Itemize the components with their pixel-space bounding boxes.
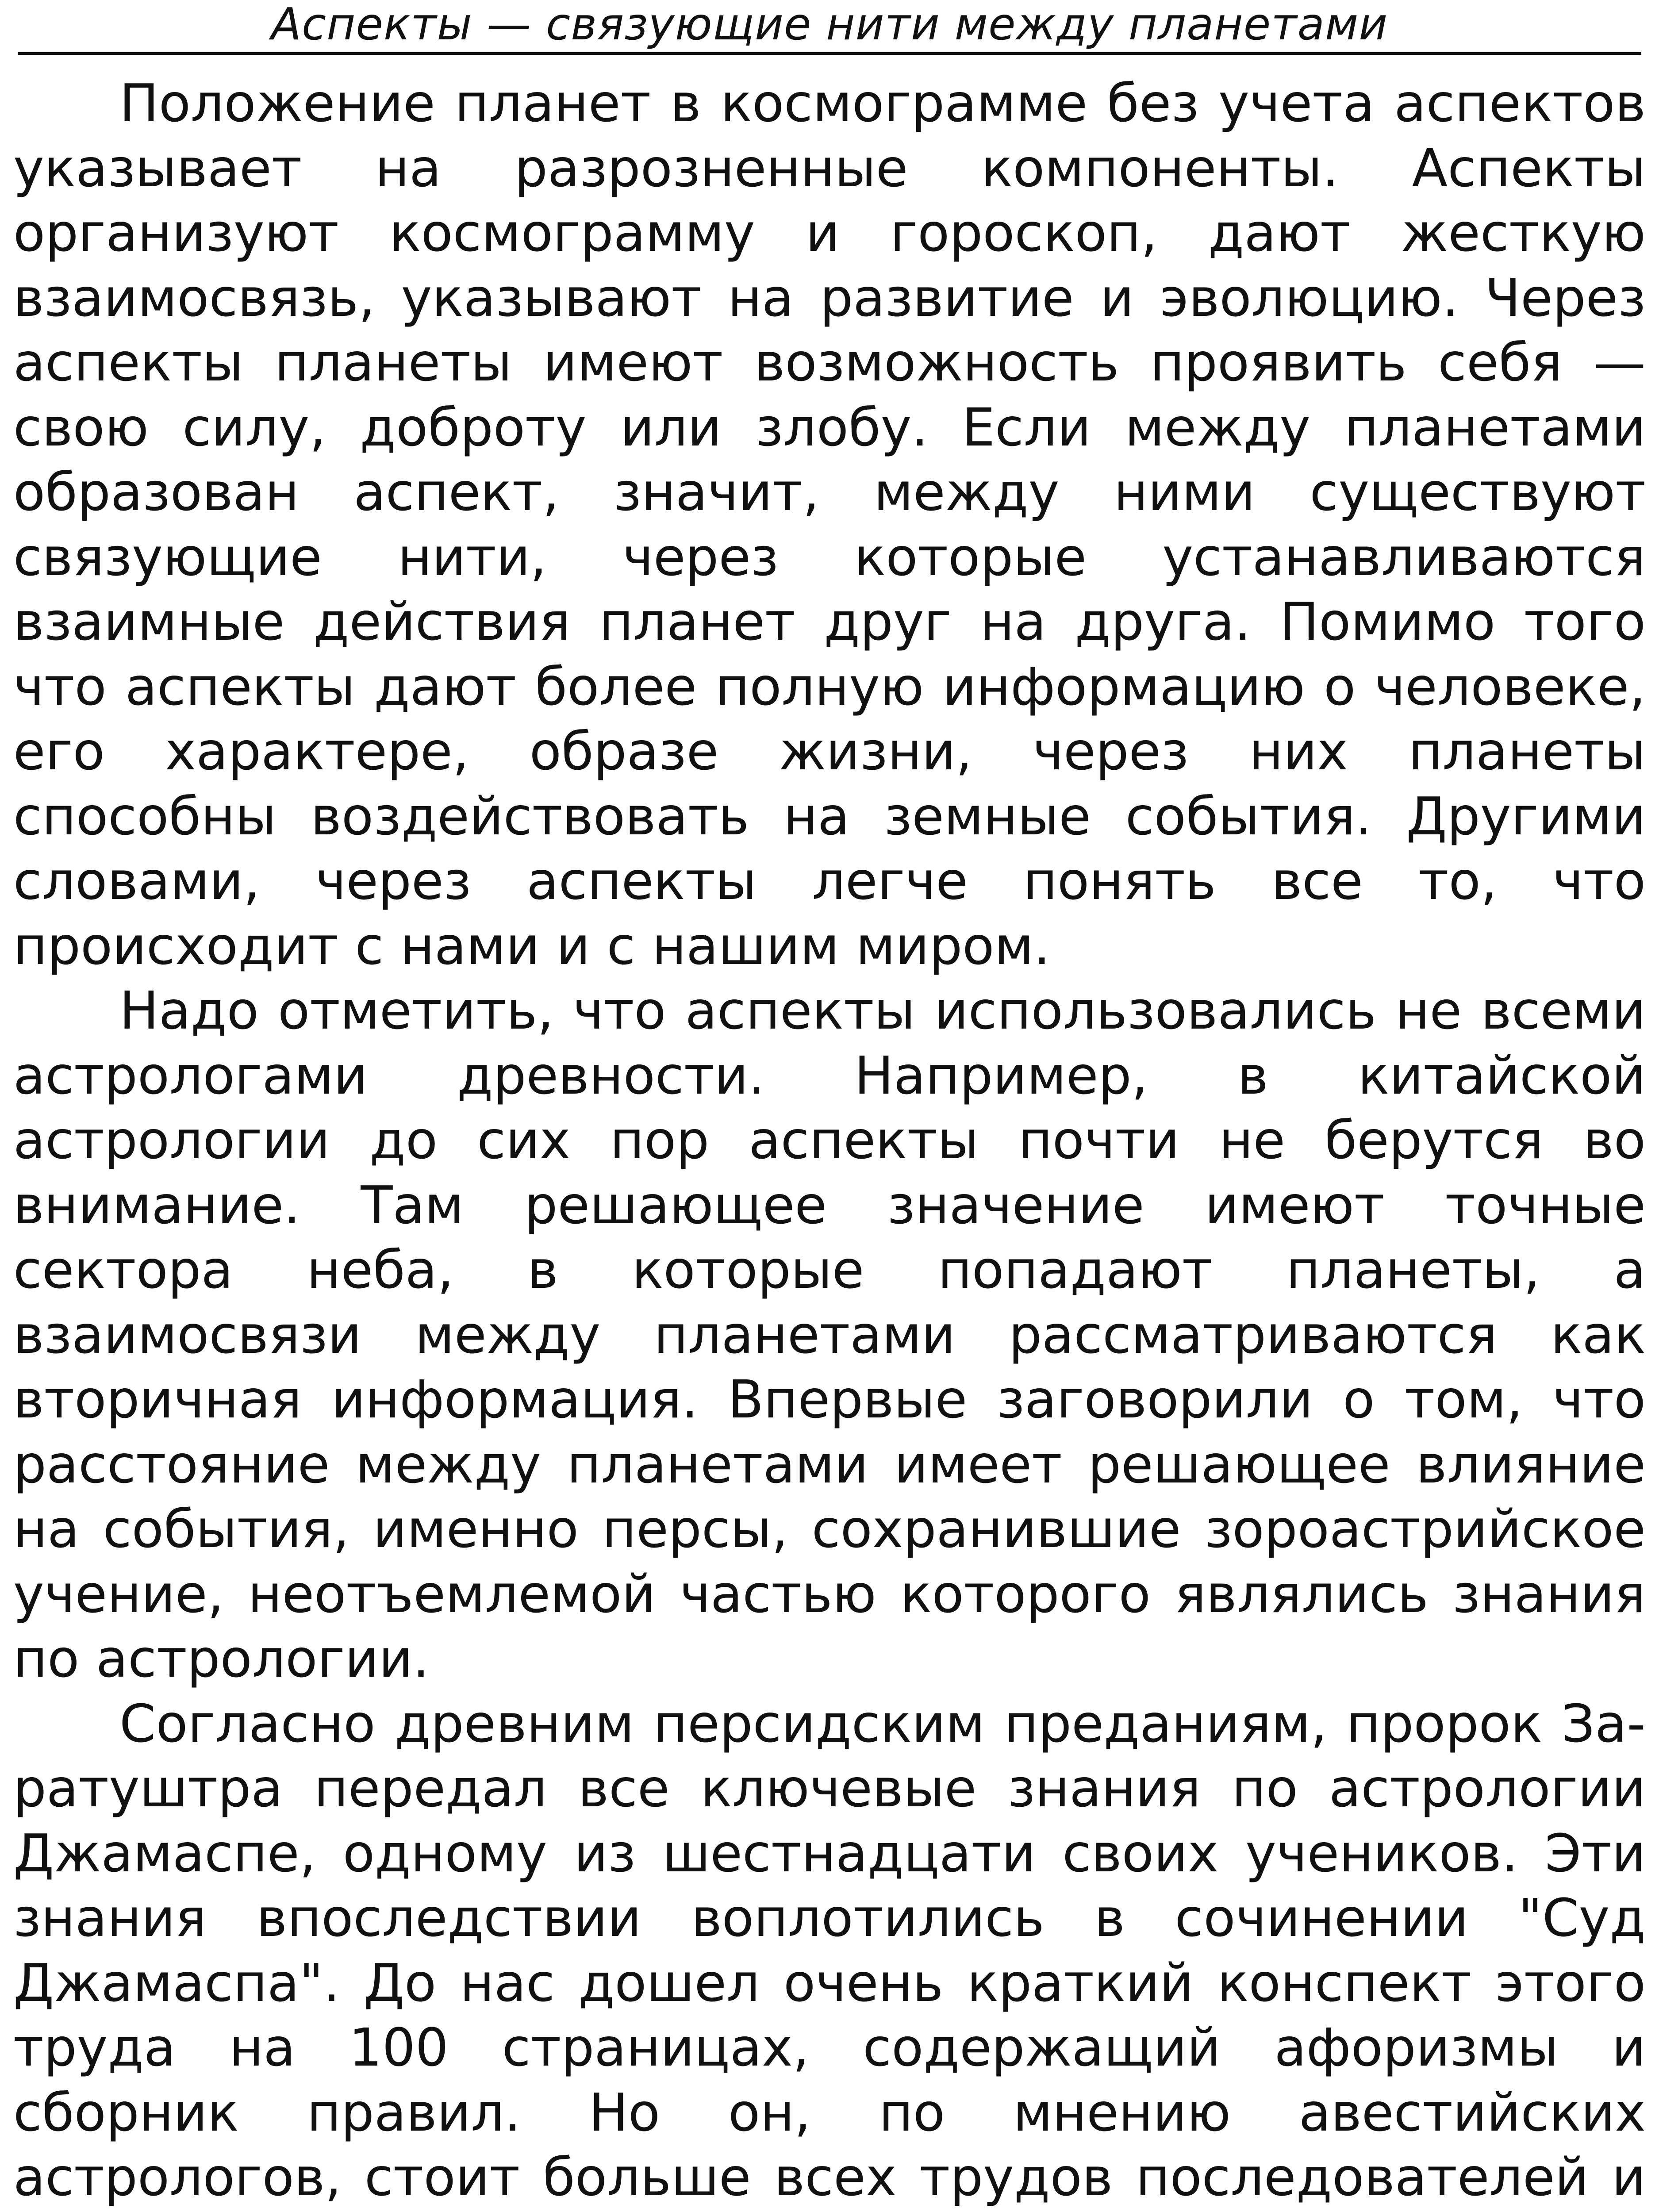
- body-text: [13, 71, 1646, 2212]
- paragraph-2: Надо отметить, что аспекты использовались не всеми астрологами древности. Например, в китайской астрологии до сих пор аспекты почти не берутся во внимание. Там решающее значение имеют точные сектора неба, в которые попадают планеты, а взаимосвязи между планетами рассматриваются как вторичная информация. Впервые заговорили о том, что расстояние между планетами имеет решающее влияние на события, именно персы, сохранившие зороастрийское учение, неотъемлемой частью которого являлись знания по астрологии.: [13, 980, 1646, 1689]
- running-title: Аспекты — связующие нити между планетами: [18, 0, 1641, 55]
- paragraph-1: Положение планет в космограмме без учета аспектов указывает на разрозненные компоненты. Аспекты организуют космограмму и гороскоп, дают жесткую взаимосвязь, указывают на развитие и эволюцию. Через аспекты планеты имеют возможность проявить себя — свою силу, доброту или злобу. Если между планетами образован аспект, значит, между ними существуют связующие нити, через которые устанавливаются взаимные действия планет друг на друга. Помимо того что аспекты дают более полную информацию о человеке, его характере, образе жизни, через них планеты способны воздействовать на земные события. Другими словами, через аспекты легче понять все то, что происходит с нами и с нашим миром.: [13, 73, 1646, 976]
- paragraph-3: Согласно древним персидским преданиям, пророк Заратуштра передал все ключевые знания по астрологии Джамаспе, одному из шестнадцати своих учеников. Эти знания впоследствии воплотились в сочинении "Суд Джамаспа". До нас дошел очень краткий конспект этого труда на 100 страницах, содержащий афоризмы и сборник правил. Но он, по мнению авестийских астрологов, стоит больше всех трудов последователей и: [13, 1693, 1646, 2208]
